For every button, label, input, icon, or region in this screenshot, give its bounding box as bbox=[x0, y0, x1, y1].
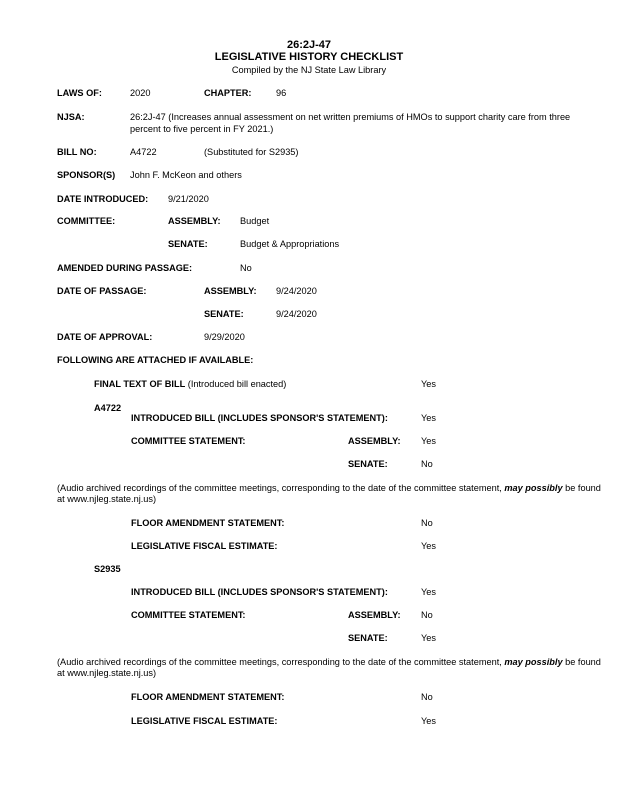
s2935-fiscal-label: LEGISLATIVE FISCAL ESTIMATE: bbox=[131, 716, 278, 726]
document-code: 26:2J-47 bbox=[286, 39, 332, 51]
chapter-label: CHAPTER: bbox=[204, 88, 252, 98]
s2935-assembly-value: No bbox=[421, 610, 433, 620]
amended-label: AMENDED DURING PASSAGE: bbox=[57, 263, 193, 273]
s2935-audio-em: may possibly bbox=[504, 657, 563, 667]
attached-heading: FOLLOWING ARE ATTACHED IF AVAILABLE: bbox=[57, 355, 254, 365]
date-introduced-value: 9/21/2020 bbox=[168, 194, 209, 204]
a4722-senate-value: No bbox=[421, 459, 433, 469]
s2935-committee-label: COMMITTEE STATEMENT: bbox=[131, 610, 246, 620]
final-text-value: Yes bbox=[421, 379, 436, 389]
laws-of-label: LAWS OF: bbox=[57, 88, 102, 98]
document-title: LEGISLATIVE HISTORY CHECKLIST bbox=[214, 51, 404, 63]
a4722-fiscal-value: Yes bbox=[421, 541, 436, 551]
amended-value: No bbox=[240, 263, 252, 273]
final-text-row bbox=[94, 379, 286, 390]
a4722-audio-post: be found at www.njleg.state.nj.us) bbox=[57, 483, 601, 504]
passage-senate-label: SENATE: bbox=[204, 309, 244, 319]
s2935-audio-post: be found at www.njleg.state.nj.us) bbox=[57, 657, 601, 678]
bill-no-label: BILL NO: bbox=[57, 147, 97, 157]
s2935-floor-value: No bbox=[421, 692, 433, 702]
committee-label: COMMITTEE: bbox=[57, 216, 116, 226]
njsa-line-2: percent to five percent in FY 2021.) bbox=[130, 124, 274, 134]
bill-no-value: A4722 bbox=[130, 147, 157, 157]
sponsors-label: SPONSOR(S) bbox=[57, 170, 116, 180]
a4722-introduced-label: INTRODUCED BILL (INCLUDES SPONSOR'S STATEMENT): bbox=[131, 413, 388, 423]
s2935-introduced-value: Yes bbox=[421, 587, 436, 597]
a4722-introduced-value: Yes bbox=[421, 413, 436, 423]
s2935-introduced-label: INTRODUCED BILL (INCLUDES SPONSOR'S STATEMENT): bbox=[131, 587, 388, 597]
s2935-audio-pre: (Audio archived recordings of the committee meetings, corresponding to the date of the committee statement, bbox=[57, 657, 505, 667]
njsa-line-1: 26:2J-47 (Increases annual assessment on net written premiums of HMOs to support charity care from three bbox=[130, 112, 571, 122]
document-subtitle: Compiled by the NJ State Law Library bbox=[231, 65, 387, 75]
s2935-heading: S2935 bbox=[94, 564, 121, 574]
s2935-fiscal-value: Yes bbox=[421, 716, 436, 726]
a4722-audio-pre: (Audio archived recordings of the committee meetings, corresponding to the date of the committee statement, bbox=[57, 483, 505, 493]
a4722-assembly-value: Yes bbox=[421, 436, 436, 446]
final-text-note: (Introduced bill enacted) bbox=[187, 379, 287, 389]
committee-senate-value: Budget & Appropriations bbox=[240, 239, 340, 249]
committee-assembly-label: ASSEMBLY: bbox=[168, 216, 221, 226]
date-of-passage-label: DATE OF PASSAGE: bbox=[57, 286, 147, 296]
a4722-audio-note bbox=[57, 483, 602, 505]
njsa-label: NJSA: bbox=[57, 112, 85, 122]
laws-of-value: 2020 bbox=[130, 88, 151, 98]
final-text-label: FINAL TEXT OF BILL bbox=[94, 379, 186, 389]
a4722-senate-label: SENATE: bbox=[348, 459, 388, 469]
committee-senate-label: SENATE: bbox=[168, 239, 208, 249]
a4722-floor-label: FLOOR AMENDMENT STATEMENT: bbox=[131, 518, 285, 528]
s2935-audio-note bbox=[57, 657, 602, 679]
date-of-approval-label: DATE OF APPROVAL: bbox=[57, 332, 153, 342]
passage-assembly-value: 9/24/2020 bbox=[276, 286, 317, 296]
a4722-committee-label: COMMITTEE STATEMENT: bbox=[131, 436, 246, 446]
date-of-approval-value: 9/29/2020 bbox=[204, 332, 245, 342]
a4722-heading: A4722 bbox=[94, 403, 122, 413]
bill-no-note: (Substituted for S2935) bbox=[204, 147, 299, 157]
s2935-senate-label: SENATE: bbox=[348, 633, 388, 643]
a4722-assembly-label: ASSEMBLY: bbox=[348, 436, 401, 446]
s2935-floor-label: FLOOR AMENDMENT STATEMENT: bbox=[131, 692, 285, 702]
a4722-floor-value: No bbox=[421, 518, 433, 528]
s2935-senate-value: Yes bbox=[421, 633, 436, 643]
date-introduced-label: DATE INTRODUCED: bbox=[57, 194, 149, 204]
committee-assembly-value: Budget bbox=[240, 216, 270, 226]
s2935-assembly-label: ASSEMBLY: bbox=[348, 610, 401, 620]
passage-senate-value: 9/24/2020 bbox=[276, 309, 317, 319]
chapter-value: 96 bbox=[276, 88, 287, 98]
a4722-fiscal-label: LEGISLATIVE FISCAL ESTIMATE: bbox=[131, 541, 278, 551]
passage-assembly-label: ASSEMBLY: bbox=[204, 286, 257, 296]
a4722-audio-em: may possibly bbox=[504, 483, 563, 493]
sponsors-value: John F. McKeon and others bbox=[130, 170, 242, 180]
